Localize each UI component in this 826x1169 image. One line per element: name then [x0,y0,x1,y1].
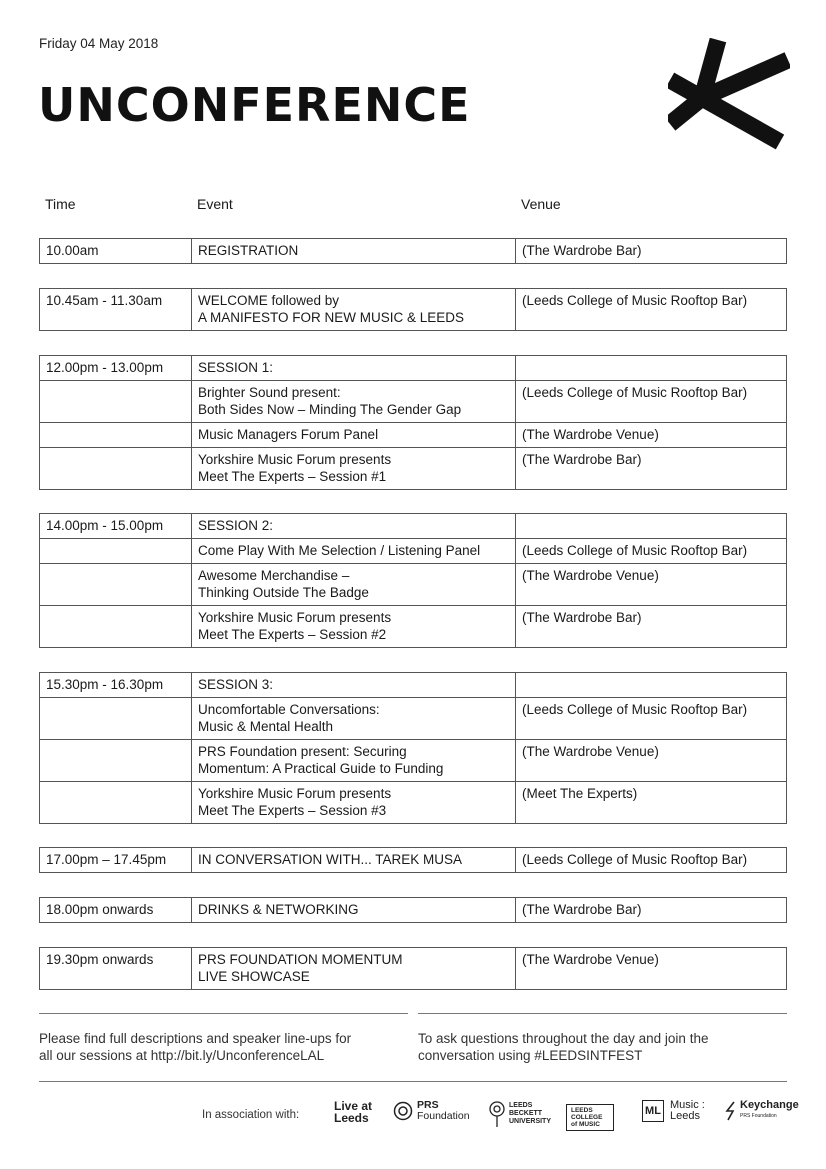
lightning-icon [724,1101,738,1121]
schedule-row [40,448,787,490]
time-cell [40,606,192,648]
prs-foundation-label: Foundation [417,1110,470,1122]
divider-left [39,1013,408,1014]
association-label: In association with: [202,1109,300,1121]
venue-cell: (Leeds College of Music Rooftop Bar) [516,381,787,423]
music-leeds-label: Music : Leeds [670,1099,705,1122]
keychange-logo [724,1100,799,1122]
schedule-row [40,848,787,873]
schedule-row [40,564,787,606]
event-cell: SESSION 2: [192,514,516,539]
music-leeds-mark: ML [642,1100,664,1122]
time-cell: 15.30pm - 16.30pm [40,673,192,698]
page-title: UNCONFERENCE [38,78,471,132]
divider-bottom [39,1081,787,1082]
keychange-label: Keychange [740,1099,799,1111]
live-at-leeds-logo: Live at Leeds [334,1099,373,1125]
time-cell [40,423,192,448]
venue-cell: (Leeds College of Music Rooftop Bar) [516,289,787,331]
venue-cell: (The Wardrobe Bar) [516,448,787,490]
divider-right [418,1013,787,1014]
event-cell: Music Managers Forum Panel [192,423,516,448]
schedule-block [39,947,787,990]
event-cell: Yorkshire Music Forum presents Meet The Experts – Session #2 [192,606,516,648]
event-cell: SESSION 3: [192,673,516,698]
time-cell: 14.00pm - 15.00pm [40,514,192,539]
schedule-row [40,782,787,824]
event-cell: DRINKS & NETWORKING [192,898,516,923]
event-cell: Yorkshire Music Forum presents Meet The Experts – Session #1 [192,448,516,490]
schedule-block [39,897,787,923]
venue-cell: (The Wardrobe Venue) [516,423,787,448]
prs-circle-icon [393,1101,413,1121]
schedule-row [40,740,787,782]
schedule-block [39,238,787,264]
footer-descriptions-note: Please find full descriptions and speaker line-ups for all our sessions at http://bit.ly/UnconferenceLAL [39,1031,352,1063]
venue-cell: (The Wardrobe Venue) [516,740,787,782]
leeds-college-of-music-logo: LEEDS COLLEGE of MUSIC [566,1104,614,1131]
event-cell: SESSION 1: [192,356,516,381]
event-cell: Brighter Sound present: Both Sides Now – Minding The Gender Gap [192,381,516,423]
time-cell [40,448,192,490]
schedule-row [40,948,787,990]
time-cell: 18.00pm onwards [40,898,192,923]
schedule-row [40,423,787,448]
leeds-beckett-label: LEEDS BECKETT UNIVERSITY [509,1102,552,1125]
venue-cell [516,514,787,539]
time-cell: 19.30pm onwards [40,948,192,990]
schedule-block [39,513,787,648]
keychange-sub-label: PRS Foundation [740,1113,777,1119]
time-cell: 12.00pm - 13.00pm [40,356,192,381]
venue-cell: (The Wardrobe Bar) [516,239,787,264]
schedule-block [39,288,787,331]
time-cell [40,782,192,824]
venue-cell [516,356,787,381]
venue-cell: (Leeds College of Music Rooftop Bar) [516,848,787,873]
event-cell: Awesome Merchandise – Thinking Outside The Badge [192,564,516,606]
event-date: Friday 04 May 2018 [39,36,159,51]
venue-cell [516,673,787,698]
time-cell: 10.00am [40,239,192,264]
venue-cell: (Meet The Experts) [516,782,787,824]
venue-cell: (The Wardrobe Bar) [516,606,787,648]
column-header-venue: Venue [521,196,561,212]
event-cell: Yorkshire Music Forum presents Meet The Experts – Session #3 [192,782,516,824]
schedule-row [40,239,787,264]
schedule-row [40,289,787,331]
schedule-block [39,355,787,490]
venue-cell: (The Wardrobe Venue) [516,564,787,606]
event-cell: IN CONVERSATION WITH... TAREK MUSA [192,848,516,873]
star-burst-logo-icon [668,38,790,156]
event-cell: WELCOME followed by A MANIFESTO FOR NEW MUSIC & LEEDS [192,289,516,331]
schedule-row [40,673,787,698]
schedule-row [40,606,787,648]
venue-cell: (The Wardrobe Bar) [516,898,787,923]
schedule-row [40,381,787,423]
event-cell: Come Play With Me Selection / Listening Panel [192,539,516,564]
venue-cell: (Leeds College of Music Rooftop Bar) [516,698,787,740]
column-header-time: Time [45,196,76,212]
leeds-beckett-logo [488,1100,551,1128]
time-cell [40,698,192,740]
schedule-block [39,672,787,824]
event-cell: PRS Foundation present: Securing Momentum: A Practical Guide to Funding [192,740,516,782]
music-leeds-logo [642,1100,705,1122]
schedule-row [40,356,787,381]
prs-label: PRS [417,1099,439,1111]
footer-hashtag-note: To ask questions throughout the day and join the conversation using #LEEDSINTFEST [418,1031,709,1063]
schedule-row [40,539,787,564]
time-cell: 10.45am - 11.30am [40,289,192,331]
time-cell [40,740,192,782]
event-cell: REGISTRATION [192,239,516,264]
schedule-row [40,698,787,740]
event-cell: PRS FOUNDATION MOMENTUM LIVE SHOWCASE [192,948,516,990]
time-cell: 17.00pm – 17.45pm [40,848,192,873]
prs-foundation-logo [393,1100,470,1122]
time-cell [40,539,192,564]
venue-cell: (The Wardrobe Venue) [516,948,787,990]
schedule-row [40,514,787,539]
venue-cell: (Leeds College of Music Rooftop Bar) [516,539,787,564]
event-cell: Uncomfortable Conversations: Music & Mental Health [192,698,516,740]
schedule-block [39,847,787,873]
time-cell [40,381,192,423]
schedule-row [40,898,787,923]
time-cell [40,564,192,606]
column-header-event: Event [197,196,233,212]
rose-icon [488,1100,506,1128]
